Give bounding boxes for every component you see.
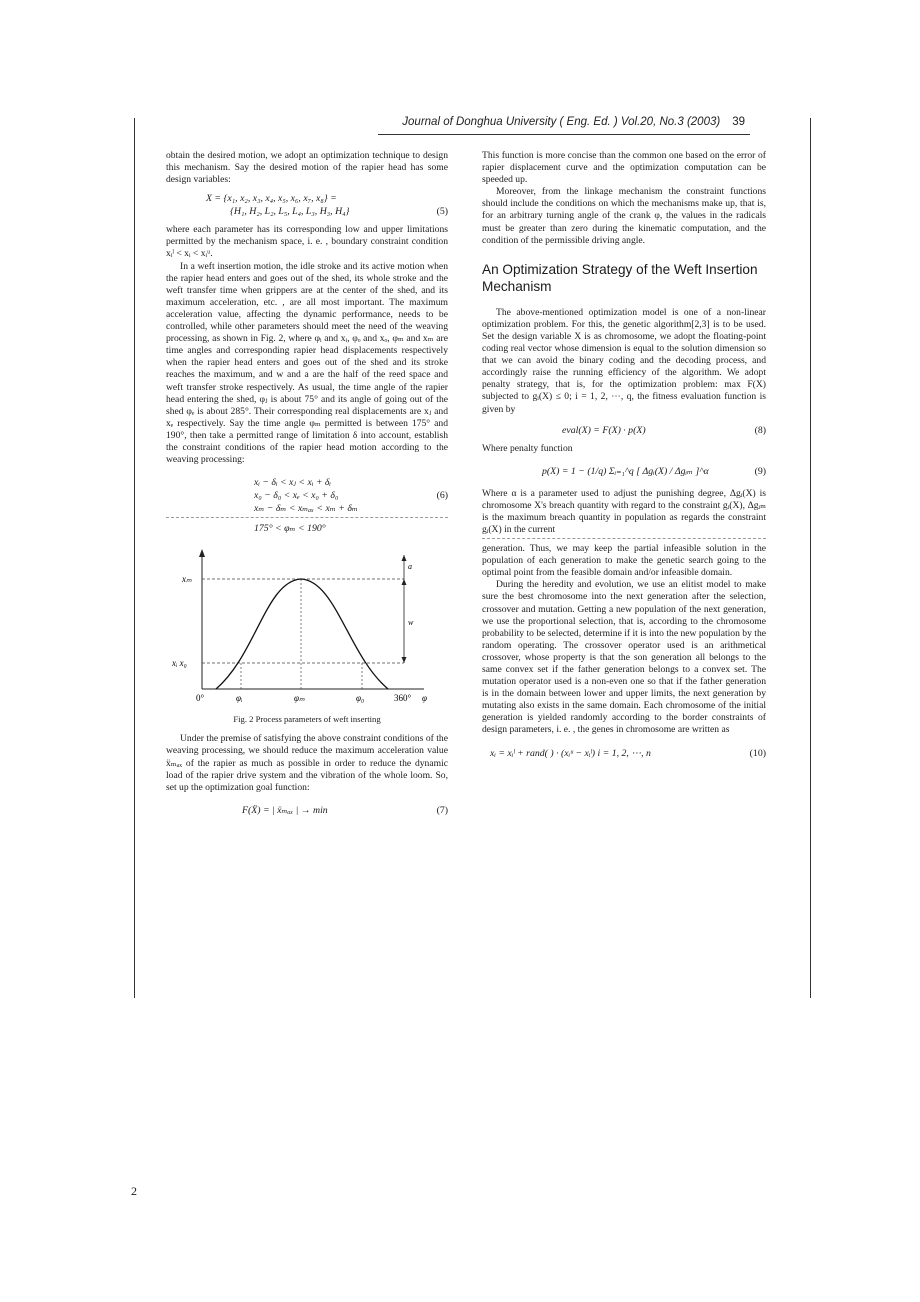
figure-2 — [166, 545, 448, 725]
process-parameter-plot — [166, 545, 448, 705]
equation-line: eval(X) = F(X) · p(X) — [562, 424, 646, 436]
equation-line: F(Ẍ) = | ẍₘₐₓ | → min — [242, 804, 328, 816]
y-label-xi-x0: xᵢ x₀ — [172, 658, 187, 669]
equation-5 — [166, 192, 448, 218]
equation-number: (7) — [436, 804, 448, 816]
a-label: a — [408, 562, 412, 572]
footer-page-number: 2 — [131, 1184, 137, 1198]
paragraph: Moreover, from the linkage mechanism the constraint functions should include the conditions on which the mechanisms make up, that is, for an arbitrary turning angle of the crank φ, the values in the radicals must be greater than zero during the kinematic computation, and the condition of the permissible driving angle. — [482, 186, 766, 246]
equation-line: p(X) = 1 − (1/q) Σᵢ₌₁^q [ Δgᵢ(X) / Δgᵢₘ ]^α — [542, 465, 709, 477]
w-label: w — [408, 618, 414, 628]
paragraph: where each parameter has its corresponding low and upper limitations permitted by the mechanism space, i. e. , boundary constraint condition xᵢˡ < xᵢ < xᵢᵘ. — [166, 224, 448, 260]
equation-line: {H₁, H₂, L₂, L₅, L₄, L₃, H₃, H₄} — [230, 206, 350, 218]
paragraph: The above-mentioned optimization model is one of a non-linear optimization problem. For this, the genetic algorithm[2,3] is to be used. Set the design variable X is as chromosome, we adopt the floating-point coding real vector whose dimension is equal to the solution dimension so that we can avoid the binary coding and the decoding process, and accordingly raise the running efficiency of the algorithm. We adopt penalty strategy, that is, for the optimization problem: max F(X) subjected to gᵢ(X) ≤ 0; i = 1, 2, ⋯, q, the fitness evaluation function is given by — [482, 306, 766, 415]
equation-line: xᵢ = xᵢˡ + rand( ) · (xᵢᵘ − xᵢˡ) i = 1, 2, ⋯, n — [490, 747, 651, 759]
x-label-phi-i: φᵢ — [236, 693, 243, 704]
equation-8 — [482, 424, 766, 437]
figure-caption: Fig. 2 Process parameters of weft inserting — [233, 714, 381, 725]
right-column — [482, 150, 766, 766]
x-label-phi-o: φ₀ — [356, 693, 365, 704]
equation-number: (10) — [749, 747, 766, 759]
equation-9 — [482, 465, 766, 478]
running-head — [290, 116, 745, 128]
equation-line: X = {x₁, x₂, x₃, x₄, x₅, x₆, x₇, x₈} = — [206, 193, 337, 205]
x-label-0: 0° — [196, 693, 205, 704]
right-margin-rule — [810, 118, 811, 998]
equation-7 — [166, 804, 448, 817]
scan-cut-line — [166, 517, 448, 518]
equation-number: (9) — [754, 465, 766, 477]
left-column — [166, 150, 448, 823]
section-heading: An Optimization Strategy of the Weft Insertion Mechanism — [482, 261, 758, 294]
equation-6 — [166, 476, 448, 535]
equation-10 — [482, 747, 766, 760]
paragraph: Under the premise of satisfying the above constraint conditions of the weaving processing, we should reduce the maximum acceleration value ẍₘₐₓ of the rapier as much as possible in order to reduce the dynamic load of the rapier drive system and the vibration of the whole loom. So, set up the optimization goal function: — [166, 733, 448, 793]
header-rule — [378, 134, 750, 135]
paragraph: This function is more concise than the common one based on the error of rapier displacement curve and the optimization computation can be speeded up. — [482, 150, 766, 186]
equation-number: (8) — [754, 424, 766, 436]
paragraph: Where penalty function — [482, 442, 573, 454]
equation-number: (6) — [436, 490, 448, 502]
paragraph: Where α is a parameter used to adjust the punishing degree, Δgᵢ(X) is chromosome X's breach quantity with regard to the constraint gᵢ(X), Δgᵢₘ is the maximum breach quantity in population as regards the constraint gᵢ(X) in the current — [482, 487, 766, 535]
equation-line: 175° < φₘ < 190° — [254, 523, 326, 535]
equation-line: xₘ − δₘ < xₘₐₓ < xₘ + δₘ — [254, 503, 358, 515]
y-label-xm: xₘ — [182, 574, 192, 585]
journal-title: Journal of Donghua University ( Eng. Ed. ) Vol.20, No.3 (2003) — [402, 116, 721, 128]
x-label-360: 360° — [394, 693, 412, 704]
equation-line: xᵢ − δᵢ < xⱼ < xᵢ + δᵢ — [254, 477, 331, 489]
y-axis-arrow — [199, 549, 205, 557]
paragraph: generation. Thus, we may keep the partial infeasible solution in the population of each generation to make the genetic search going to the optimal point from the feasible domain and/or infeasible domain. — [482, 543, 766, 579]
equation-number: (5) — [436, 206, 448, 218]
equation-line: x₀ − δ₀ < xₑ < x₀ + δ₀ — [254, 490, 339, 502]
x-label-phi: φ — [422, 693, 427, 704]
paragraph: During the heredity and evolution, we use an elitist model to make sure the best chromosome into the next generation after the selection, crossover and mutation. Getting a new population of the next generation, we use the proportional selection, that is, according to the chromosome probability to be selected, determine if it is into the new population by the random operating. The crossover operator used is an arithmetical crossover, whose property is that the son generation all belongs to the same convex set if the father generation belongs to a convex set. The mutation operator used is a non-even one so that if the father generation is in the domain between lower and upper limits, the next generation by mutating also exists in the same domain. Each chromosome of the initial generation is yielded randomly according to the border constraints of design parameters, i. e. , the genes in chromosome are written as — [482, 579, 767, 736]
header-page-number: 39 — [732, 116, 745, 128]
paragraph: obtain the desired motion, we adopt an optimization technique to design this mechanism. Say the desired motion of the rapier head has some design variables: — [166, 150, 448, 186]
scan-cut-line — [482, 538, 766, 539]
paragraph: In a weft insertion motion, the idle stroke and its active motion when the rapier head enters and goes out of the shed, its whole stroke and the weft transfer time when grippers are at the center of the shed, and its maximum acceleration, etc. , are all most important. The maximum acceleration value, affecting the dynamic performance, needs to be controlled, while other parameters should meet the need of the weaving processing, as shown in Fig. 2, where φᵢ and xᵢ, φₒ and xₒ, φₘ and xₘ are time angles and corresponding rapier head displacements respectively when the rapier head enters and goes out of the shed and its stroke reaches the maximum, and w and a are the half of the reed space and weft transfer stroke respectively. As usual, the time angle of the rapier head entering the shed, φⱼ is about 75° and its angle of going out of the shed φₑ is about 285°. Their corresponding real displacements are xⱼ and xₑ respectively. Say the time angle φₘ permitted is between 175° and 190°, then take a permitted range of limitation δ into account, establish the constraint conditions of the rapier head motion according to the weaving processing: — [166, 260, 448, 466]
x-label-phi-m: φₘ — [294, 693, 305, 704]
left-margin-rule — [134, 118, 135, 998]
